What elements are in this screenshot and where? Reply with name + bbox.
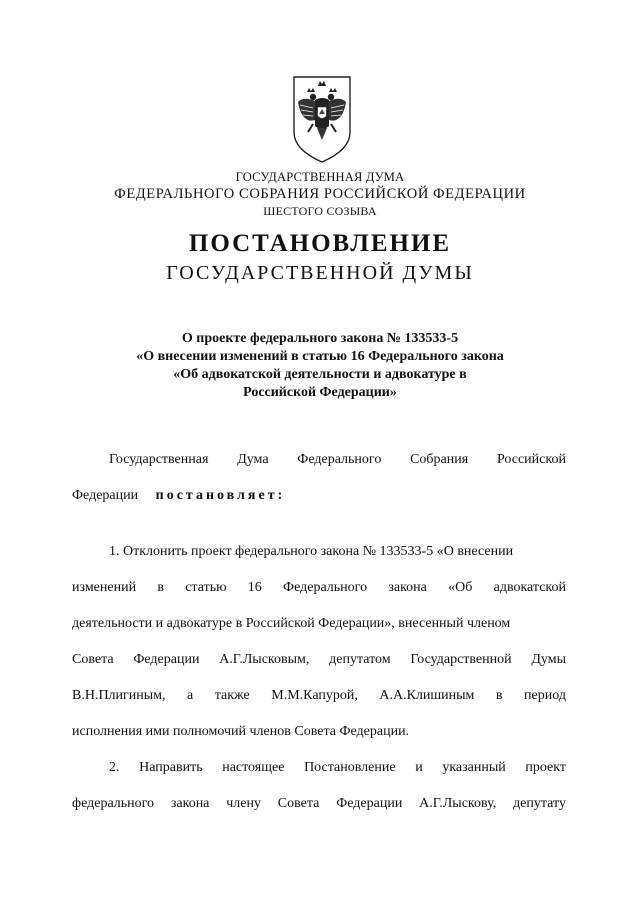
para1-word: 16 bbox=[247, 580, 262, 595]
para1-line-6: исполнения ими полномочий членов Совета Федерации. bbox=[72, 724, 410, 739]
para1-word: а bbox=[187, 688, 194, 703]
para2-word: А.Г.Лыскову, bbox=[419, 796, 497, 811]
subject-line-1: О проекте федерального закона № 133533-5 bbox=[181, 331, 459, 346]
para1-word: Думы bbox=[531, 652, 566, 667]
para2-word: Федерации bbox=[336, 796, 403, 811]
para2-word: члену bbox=[226, 796, 261, 811]
para1-word: А.А.Клишиным bbox=[379, 688, 475, 703]
preamble-word: Государственная bbox=[109, 452, 209, 467]
para1-word: статью bbox=[185, 580, 227, 595]
para1-word: «Об bbox=[448, 580, 473, 595]
para2-word: федерального bbox=[72, 796, 155, 811]
preamble-word: Федерального bbox=[297, 452, 382, 467]
para2-line-2 bbox=[72, 796, 566, 812]
para1-line-1: 1. Отклонить проект федерального закона № 133533-5 «О внесении bbox=[109, 544, 514, 559]
para2-word: настоящее bbox=[222, 760, 285, 775]
para2-line-1 bbox=[72, 760, 566, 776]
header-line-assembly: ФЕДЕРАЛЬНОГО СОБРАНИЯ РОССИЙСКОЙ ФЕДЕРАЦИИ bbox=[114, 186, 526, 202]
preamble-line-2 bbox=[72, 488, 566, 504]
preamble-word: Российской bbox=[496, 452, 566, 467]
document-subtitle: ГОСУДАРСТВЕННОЙ ДУМЫ bbox=[166, 262, 474, 284]
subject-line-3: «Об адвокатской деятельности и адвокатуре в bbox=[173, 367, 467, 382]
preamble-word: Собрания bbox=[410, 452, 469, 467]
para1-word: Государственной bbox=[410, 652, 512, 667]
para1-word: Федерации bbox=[133, 652, 200, 667]
para1-word: закона bbox=[388, 580, 427, 595]
para1-line-4 bbox=[72, 652, 566, 668]
para2-word: Совета bbox=[277, 796, 320, 811]
para2-word: 2. bbox=[109, 760, 120, 775]
para1-word: Федерального bbox=[283, 580, 368, 595]
para1-word: В.Н.Плигиным, bbox=[72, 688, 166, 703]
preamble-line-1 bbox=[72, 452, 566, 468]
para2-word: и bbox=[415, 760, 423, 775]
para2-word: Постановление bbox=[304, 760, 396, 775]
preamble-word: Федерации bbox=[72, 488, 139, 503]
para2-word: проект bbox=[525, 760, 566, 775]
para1-word: адвокатской bbox=[493, 580, 566, 595]
para2-word: закона bbox=[170, 796, 210, 811]
para1-word: в bbox=[157, 580, 164, 595]
document-title: ПОСТАНОВЛЕНИЕ bbox=[188, 230, 452, 257]
resolves-word: постановляет: bbox=[155, 488, 286, 503]
para1-word: также bbox=[214, 688, 250, 703]
para1-word: изменений bbox=[72, 580, 137, 595]
para2-word: Направить bbox=[139, 760, 203, 775]
para1-line-5 bbox=[72, 688, 566, 704]
para1-line-2 bbox=[72, 580, 566, 596]
para1-word: А.Г.Лысковым, bbox=[219, 652, 310, 667]
para1-word: период bbox=[524, 688, 566, 703]
para1-word: депутатом bbox=[329, 652, 391, 667]
para1-line-3: деятельности и адвокатуре в Российской Федерации», внесенный членом bbox=[72, 616, 511, 631]
subject-line-4: Российской Федерации» bbox=[243, 385, 397, 400]
header-line-convocation: ШЕСТОГО СОЗЫВА bbox=[263, 204, 377, 218]
para1-word: М.М.Капурой, bbox=[271, 688, 358, 703]
subject-line-2: «О внесении изменений в статью 16 Федерального закона bbox=[136, 349, 504, 364]
para2-word: депутату bbox=[513, 796, 566, 811]
coat-of-arms-emblem bbox=[291, 74, 353, 166]
para1-word: в bbox=[495, 688, 503, 703]
header-line-duma: ГОСУДАРСТВЕННАЯ ДУМА bbox=[235, 170, 405, 184]
preamble-word: Дума bbox=[237, 452, 269, 467]
para1-word: Совета bbox=[72, 652, 114, 667]
para2-word: указанный bbox=[442, 760, 506, 775]
